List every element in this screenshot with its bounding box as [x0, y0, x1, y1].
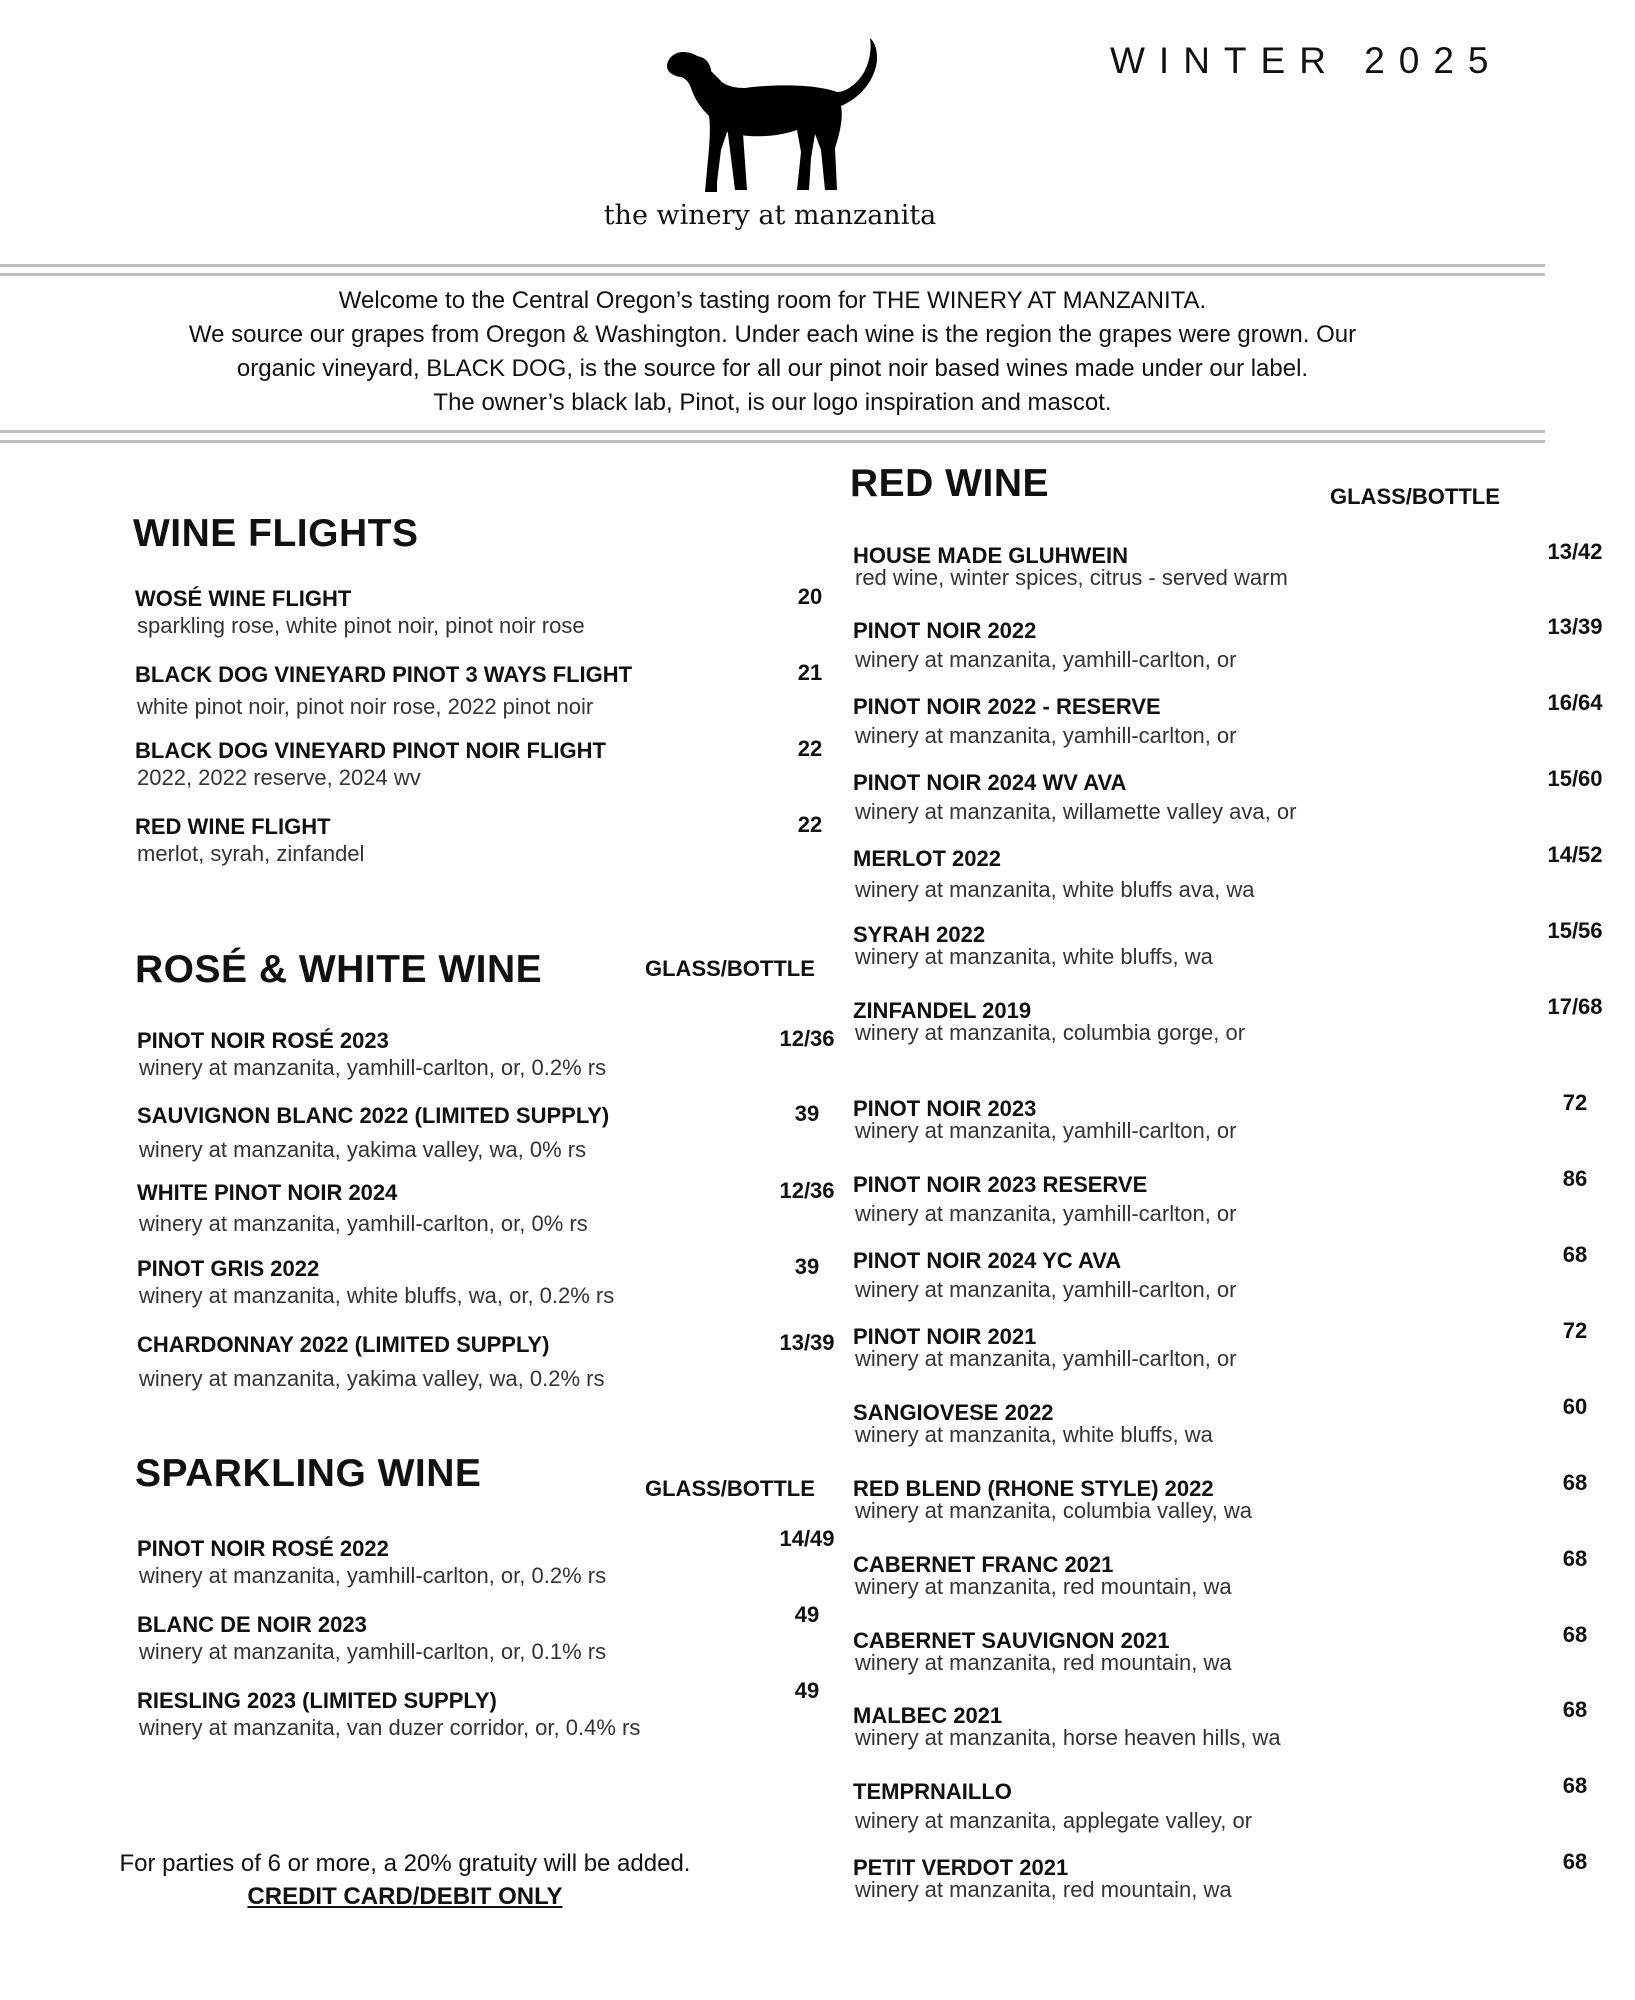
item-desc: winery at manzanita, red mountain, wa: [855, 1574, 1232, 1599]
item-name: TEMPRNAILLO: [853, 1779, 1012, 1804]
divider-mid-1: [0, 430, 1545, 433]
item-desc: merlot, syrah, zinfandel: [137, 841, 365, 866]
item-name: HOUSE MADE GLUHWEIN: [853, 543, 1128, 568]
item-desc: winery at manzanita, van duzer corridor, or, 0.4% rs: [139, 1715, 641, 1740]
glass-bottle-header: GLASS/BOTTLE: [1330, 484, 1500, 509]
intro-line: organic vineyard, BLACK DOG, is the source for all our pinot noir based wines made under our label.: [236, 355, 1309, 382]
item-name: RED BLEND (RHONE STYLE) 2022: [853, 1476, 1214, 1501]
item-desc: white pinot noir, pinot noir rose, 2022 pinot noir: [137, 694, 594, 719]
intro-line: Welcome to the Central Oregon’s tasting room for THE WINERY AT MANZANITA.: [338, 287, 1207, 314]
item-desc: winery at manzanita, yamhill-carlton, or: [855, 723, 1237, 748]
item-name: BLACK DOG VINEYARD PINOT 3 WAYS FLIGHT: [135, 662, 633, 687]
item-price: 49: [794, 1678, 820, 1703]
item-price: 72: [1562, 1090, 1588, 1115]
item-desc: winery at manzanita, red mountain, wa: [855, 1877, 1232, 1902]
black-lab-dog-icon: [665, 30, 880, 200]
item-desc: winery at manzanita, white bluffs, wa: [855, 944, 1213, 969]
item-name: RIESLING 2023 (LIMITED SUPPLY): [137, 1688, 497, 1713]
item-name: PETIT VERDOT 2021: [853, 1855, 1069, 1880]
item-name: SYRAH 2022: [853, 922, 986, 947]
divider-top-1: [0, 264, 1545, 267]
payment-note: CREDIT CARD/DEBIT ONLY: [247, 1883, 563, 1910]
item-desc: winery at manzanita, yamhill-carlton, or, 0.2% rs: [139, 1563, 607, 1588]
item-price: 22: [797, 736, 823, 761]
item-price: 68: [1562, 1773, 1588, 1798]
item-name: PINOT NOIR 2022: [853, 618, 1037, 643]
wine-flights-title: WINE FLIGHTS: [133, 512, 419, 555]
divider-top-2: [0, 273, 1545, 276]
intro-text: [60, 284, 1485, 420]
item-desc: winery at manzanita, white bluffs, wa: [855, 1422, 1213, 1447]
item-price: 68: [1562, 1242, 1588, 1267]
sparkling-title: SPARKLING WINE: [135, 1452, 482, 1495]
item-name: PINOT NOIR 2023 RESERVE: [853, 1172, 1148, 1197]
item-price: 14/49: [779, 1526, 835, 1551]
rose-white-title: ROSÉ & WHITE WINE: [135, 948, 543, 991]
item-price: 39: [794, 1254, 820, 1279]
item-name: PINOT NOIR 2022 - RESERVE: [853, 694, 1161, 719]
item-name: CABERNET SAUVIGNON 2021: [853, 1628, 1170, 1653]
item-desc: winery at manzanita, horse heaven hills, wa: [855, 1725, 1281, 1750]
item-name: MALBEC 2021: [853, 1703, 1003, 1728]
item-desc: winery at manzanita, yamhill-carlton, or: [855, 1346, 1237, 1371]
item-price: 15/60: [1547, 766, 1603, 791]
item-price: 14/52: [1547, 842, 1603, 867]
intro-line: The owner’s black lab, Pinot, is our logo inspiration and mascot.: [433, 389, 1112, 416]
item-price: 49: [794, 1602, 820, 1627]
item-price: 20: [797, 584, 823, 609]
item-desc: winery at manzanita, yakima valley, wa, 0.2% rs: [139, 1366, 605, 1391]
glass-bottle-header: GLASS/BOTTLE: [645, 1476, 815, 1501]
item-price: 68: [1562, 1849, 1588, 1874]
item-desc: winery at manzanita, white bluffs, wa, or, 0.2% rs: [139, 1283, 615, 1308]
item-desc: red wine, winter spices, citrus - served warm: [855, 565, 1288, 590]
item-price: 86: [1562, 1166, 1588, 1191]
item-name: WOSÉ WINE FLIGHT: [135, 586, 352, 611]
item-price: 68: [1562, 1546, 1588, 1571]
item-desc: winery at manzanita, yamhill-carlton, or: [855, 1201, 1237, 1226]
item-price: 16/64: [1547, 690, 1603, 715]
item-price: 68: [1562, 1622, 1588, 1647]
item-name: PINOT NOIR 2021: [853, 1324, 1037, 1349]
item-name: PINOT GRIS 2022: [137, 1256, 320, 1281]
item-name: PINOT NOIR 2024 YC AVA: [853, 1248, 1122, 1273]
item-name: SAUVIGNON BLANC 2022 (LIMITED SUPPLY): [137, 1103, 610, 1128]
item-desc: winery at manzanita, white bluffs ava, wa: [855, 877, 1255, 902]
item-price: 60: [1562, 1394, 1588, 1419]
item-name: BLACK DOG VINEYARD PINOT NOIR FLIGHT: [135, 738, 606, 763]
gratuity-note: For parties of 6 or more, a 20% gratuity will be added.: [119, 1850, 691, 1877]
item-desc: winery at manzanita, yamhill-carlton, or: [855, 1118, 1237, 1143]
item-price: 13/42: [1547, 539, 1603, 564]
item-desc: winery at manzanita, yamhill-carlton, or: [855, 647, 1237, 672]
item-price: 15/56: [1547, 918, 1603, 943]
item-price: 12/36: [779, 1026, 835, 1051]
item-name: PINOT NOIR ROSÉ 2022: [137, 1536, 389, 1561]
item-name: SANGIOVESE 2022: [853, 1400, 1054, 1425]
red-wine-title: RED WINE: [850, 462, 1049, 505]
item-desc: winery at manzanita, yakima valley, wa, 0% rs: [139, 1137, 587, 1162]
item-name: ZINFANDEL 2019: [853, 998, 1032, 1023]
item-desc: winery at manzanita, applegate valley, or: [855, 1808, 1253, 1833]
item-desc: winery at manzanita, yamhill-carlton, or, 0.1% rs: [139, 1639, 607, 1664]
item-name: BLANC DE NOIR 2023: [137, 1612, 367, 1637]
item-name: CABERNET FRANC 2021: [853, 1552, 1114, 1577]
item-price: 22: [797, 812, 823, 837]
glass-bottle-header: GLASS/BOTTLE: [645, 956, 815, 981]
item-name: WHITE PINOT NOIR 2024: [137, 1180, 398, 1205]
brand-name: the winery at manzanita: [603, 200, 937, 231]
season-label: WINTER 2025: [1110, 40, 1503, 81]
item-desc: winery at manzanita, yamhill-carlton, or, 0% rs: [139, 1211, 588, 1236]
item-desc: winery at manzanita, yamhill-carlton, or, 0.2% rs: [139, 1055, 607, 1080]
item-price: 68: [1562, 1697, 1588, 1722]
item-desc: winery at manzanita, yamhill-carlton, or: [855, 1277, 1237, 1302]
item-price: 12/36: [779, 1178, 835, 1203]
item-price: 13/39: [1547, 614, 1603, 639]
item-desc: winery at manzanita, red mountain, wa: [855, 1650, 1232, 1675]
item-desc: 2022, 2022 reserve, 2024 wv: [137, 765, 421, 790]
item-price: 13/39: [779, 1330, 835, 1355]
intro-line: We source our grapes from Oregon & Washington. Under each wine is the region the grapes were grown. Our: [188, 321, 1357, 348]
item-desc: winery at manzanita, columbia valley, wa: [855, 1498, 1252, 1523]
divider-mid-2: [0, 440, 1545, 443]
item-price: 21: [797, 660, 823, 685]
item-desc: sparkling rose, white pinot noir, pinot noir rose: [137, 613, 585, 638]
item-price: 68: [1562, 1470, 1588, 1495]
item-desc: winery at manzanita, columbia gorge, or: [855, 1020, 1246, 1045]
item-price: 17/68: [1547, 994, 1603, 1019]
item-name: PINOT NOIR 2024 WV AVA: [853, 770, 1127, 795]
item-desc: winery at manzanita, willamette valley ava, or: [855, 799, 1297, 824]
item-name: CHARDONNAY 2022 (LIMITED SUPPLY): [137, 1332, 550, 1357]
item-price: 39: [794, 1101, 820, 1126]
item-price: 72: [1562, 1318, 1588, 1343]
item-name: PINOT NOIR ROSÉ 2023: [137, 1028, 389, 1053]
item-name: MERLOT 2022: [853, 846, 1001, 871]
item-name: PINOT NOIR 2023: [853, 1096, 1037, 1121]
item-name: RED WINE FLIGHT: [135, 814, 331, 839]
